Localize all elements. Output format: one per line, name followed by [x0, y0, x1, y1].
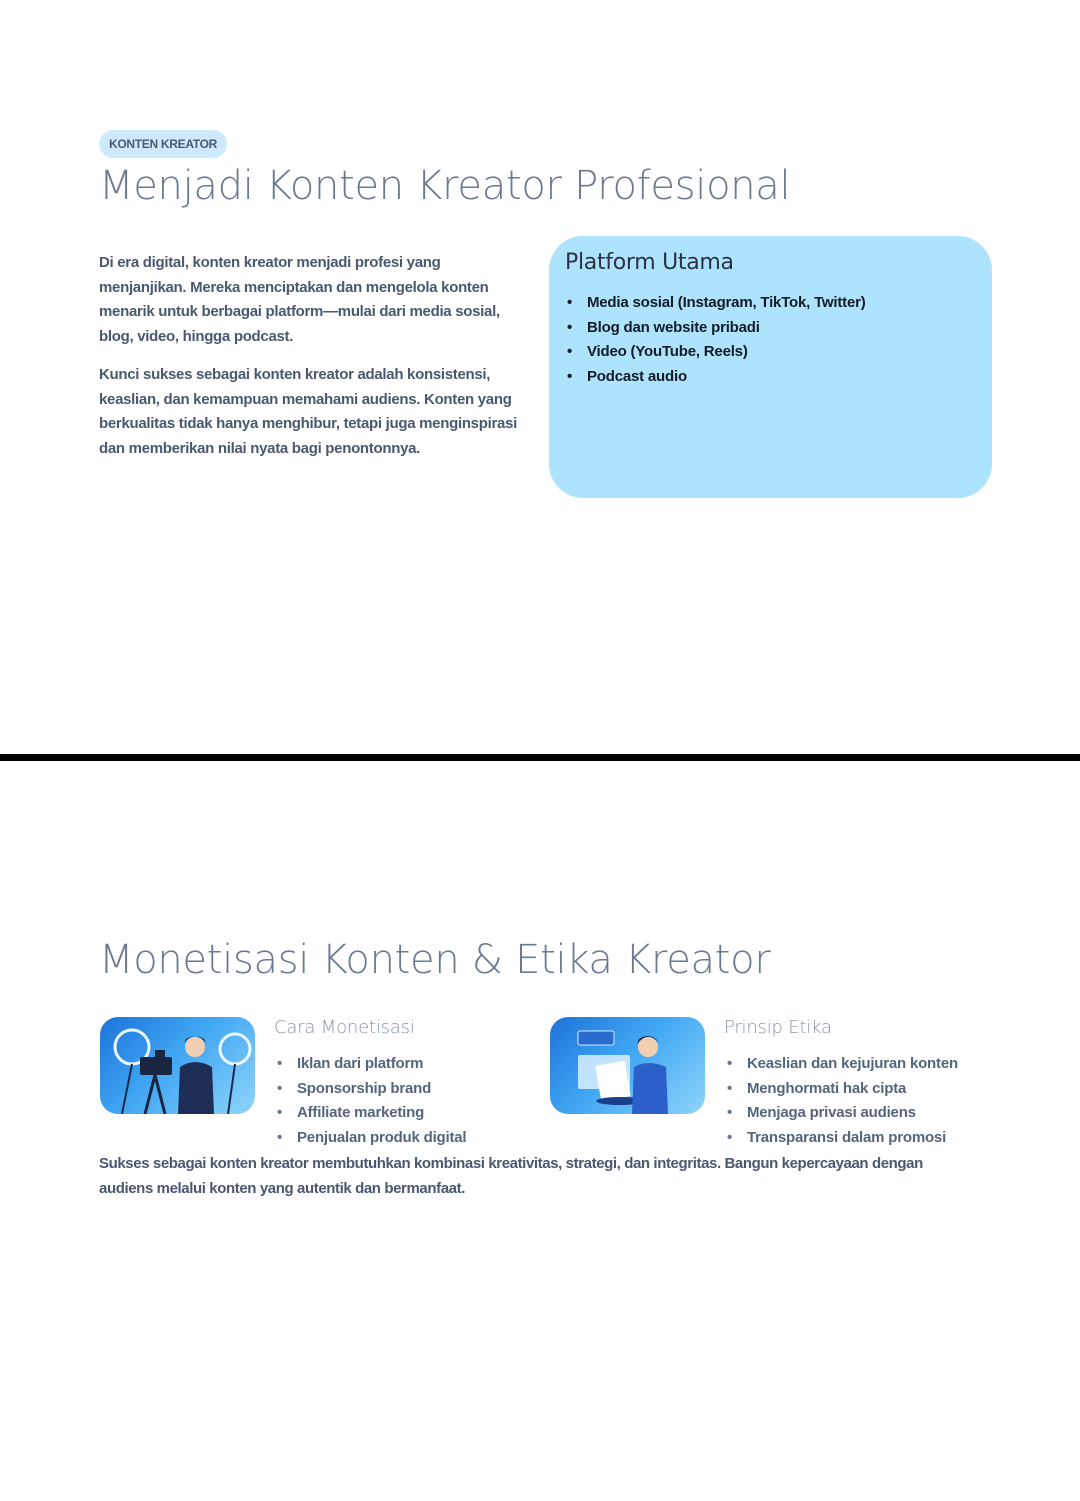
list-item: • Iklan dari platform — [274, 1052, 466, 1077]
list-item: • Podcast audio — [565, 365, 976, 390]
list-item: • Keaslian dan kejujuran konten — [724, 1052, 958, 1077]
monetization-title: Cara Monetisasi — [274, 1017, 415, 1038]
slide-monetization — [0, 761, 1080, 1501]
list-item: • Menjaga privasi audiens — [724, 1101, 958, 1126]
list-item: • Media sosial (Instagram, TikTok, Twitter) — [565, 291, 976, 316]
card-title: Platform Utama — [565, 250, 734, 275]
slide-title: Monetisasi Konten & Etika Kreator — [99, 937, 771, 983]
intro-paragraph: Kunci sukses sebagai konten kreator adalah konsistensi, keaslian, dan kemampuan memahami audiens. Konten yang berkualitas tidak hanya menghibur, tetapi juga menginspirasi dan memberikan nilai nyata bagi penontonnya. — [99, 365, 517, 457]
list-item: • Affiliate marketing — [274, 1101, 466, 1126]
platform-list — [565, 291, 976, 390]
creator-document-illustration-icon — [550, 1017, 705, 1114]
slide-title: Menjadi Konten Kreator Profesional — [99, 163, 791, 209]
ethics-title: Prinsip Etika — [724, 1017, 832, 1038]
ethics-list — [724, 1052, 958, 1151]
platform-card — [549, 236, 992, 498]
list-item: • Video (YouTube, Reels) — [565, 340, 976, 365]
creator-camera-illustration-icon — [100, 1017, 255, 1114]
intro-text — [99, 251, 529, 462]
list-item: • Blog dan website pribadi — [565, 316, 976, 341]
creator-ethics-image — [550, 1017, 705, 1114]
slide-divider — [0, 754, 1080, 761]
list-item: • Penjualan produk digital — [274, 1126, 466, 1151]
monetization-list — [274, 1052, 466, 1151]
list-item: • Menghormati hak cipta — [724, 1077, 958, 1102]
category-badge: KONTEN KREATOR — [99, 130, 227, 158]
closing-text: Sukses sebagai konten kreator membutuhkan kombinasi kreativitas, strategi, dan integritas. Bangun kepercayaan dengan audiens melalui konten yang autentik dan bermanfaat. — [99, 1155, 923, 1197]
intro-paragraph: Di era digital, konten kreator menjadi profesi yang menjanjikan. Mereka menciptakan dan mengelola konten menarik untuk berbagai platform—mulai dari media sosial, blog, video, hingga podcast. — [99, 254, 500, 346]
list-item: • Transparansi dalam promosi — [724, 1126, 958, 1151]
creator-camera-image — [100, 1017, 255, 1114]
list-item: • Sponsorship brand — [274, 1077, 466, 1102]
